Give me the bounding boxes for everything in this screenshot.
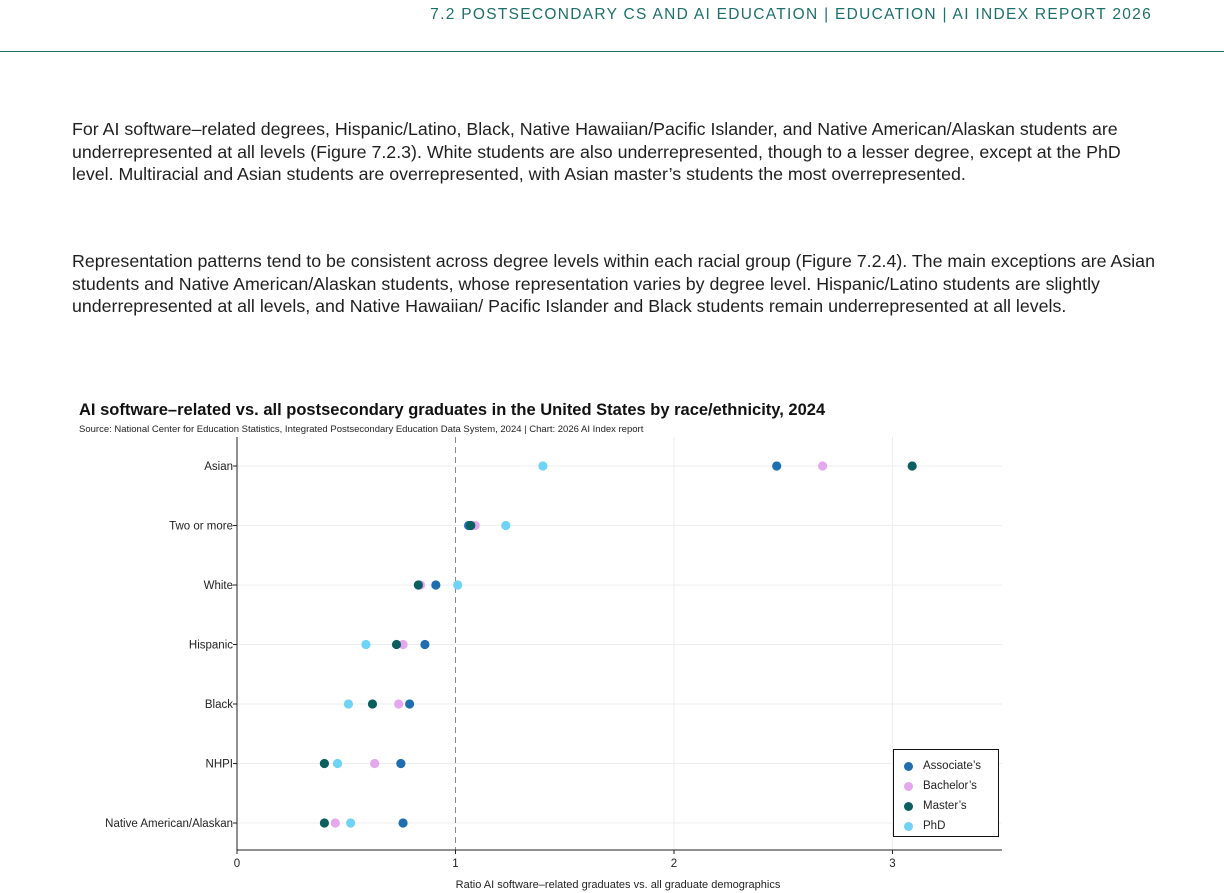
data-point: [818, 461, 827, 470]
chart-title: AI software–related vs. all postsecondary graduates in the United States by race/ethnicity, 2024: [79, 401, 826, 419]
y-tick-label: Black: [204, 699, 233, 711]
data-point: [398, 818, 407, 827]
section-header: 7.2 POSTSECONDARY CS AND AI EDUCATION | EDUCATION | AI INDEX REPORT 2026: [430, 6, 1152, 23]
y-tick-label: Hispanic: [188, 639, 233, 652]
data-point: [501, 521, 510, 530]
legend-label: Master’s: [923, 800, 967, 812]
y-tick-label: Two or more: [169, 520, 233, 533]
x-axis-title: Ratio AI software–related graduates vs. all graduate demographics: [455, 879, 781, 891]
data-point: [333, 759, 342, 768]
grid-layer: [237, 437, 1002, 850]
data-point: [320, 759, 329, 768]
y-tick-label: Native American/Alaskan: [105, 818, 233, 830]
data-point: [344, 699, 353, 708]
data-point: [361, 640, 370, 649]
data-point: [396, 759, 405, 768]
legend-swatch: [904, 822, 913, 831]
data-point: [453, 580, 462, 589]
legend-swatch: [904, 782, 913, 791]
data-point: [772, 461, 781, 470]
legend-swatch: [904, 762, 913, 771]
legend-label: Bachelor’s: [923, 780, 977, 792]
data-point: [431, 580, 440, 589]
data-point: [405, 699, 414, 708]
legend-item: [904, 796, 998, 816]
x-tick-label: 0: [233, 858, 241, 870]
data-point: [414, 580, 423, 589]
legend-label: PhD: [923, 820, 946, 832]
data-point: [538, 461, 547, 470]
data-point: [368, 699, 377, 708]
data-point: [908, 461, 917, 470]
legend-item: [904, 816, 998, 836]
chart-source: Source: National Center for Education Statistics, Integrated Postsecondary Education Data System, 2024 | Chart: 2026 AI Index report: [79, 424, 644, 435]
legend-item: [904, 776, 998, 796]
x-tick-label: 1: [452, 858, 459, 870]
x-tick-label: 2: [670, 858, 678, 870]
body-paragraph-2: Representation patterns tend to be consistent across degree levels within each racial group (Figure 7.2.4). The main exceptions are Asian students and Native American/Alaskan students, whose representation varies by degree level. Hispanic/Latino students are slightly underrepresented at all levels, and Native Hawaiian/ Pacific Islander and Black students remain underrepresented at all levels.: [72, 251, 1155, 317]
x-tick-label: 3: [889, 858, 896, 870]
data-point: [392, 640, 401, 649]
data-point: [394, 699, 403, 708]
body-paragraph-1: For AI software–related degrees, Hispanic/Latino, Black, Native Hawaiian/Pacific Islander, and Native American/Alaskan students are underrepresented at all levels (Figure 7.2.3). White students are also underrepresented, though to a lesser degree, except at the PhD level. Multiracial and Asian students are overrepresented, with Asian master’s students the most overrepresented.: [72, 119, 1121, 185]
data-point: [420, 640, 429, 649]
data-point: [466, 521, 475, 530]
data-point: [370, 759, 379, 768]
data-point: [320, 818, 329, 827]
legend-swatch: [904, 802, 913, 811]
y-tick-label: White: [203, 580, 233, 592]
chart-legend: [893, 749, 999, 837]
legend-item: [904, 756, 998, 776]
y-tick-label: NHPI: [205, 758, 233, 771]
axis-layer: [105, 437, 1002, 870]
data-point: [331, 818, 340, 827]
y-tick-label: Asian: [204, 461, 233, 473]
legend-label: Associate’s: [923, 760, 981, 772]
data-point: [346, 818, 355, 827]
